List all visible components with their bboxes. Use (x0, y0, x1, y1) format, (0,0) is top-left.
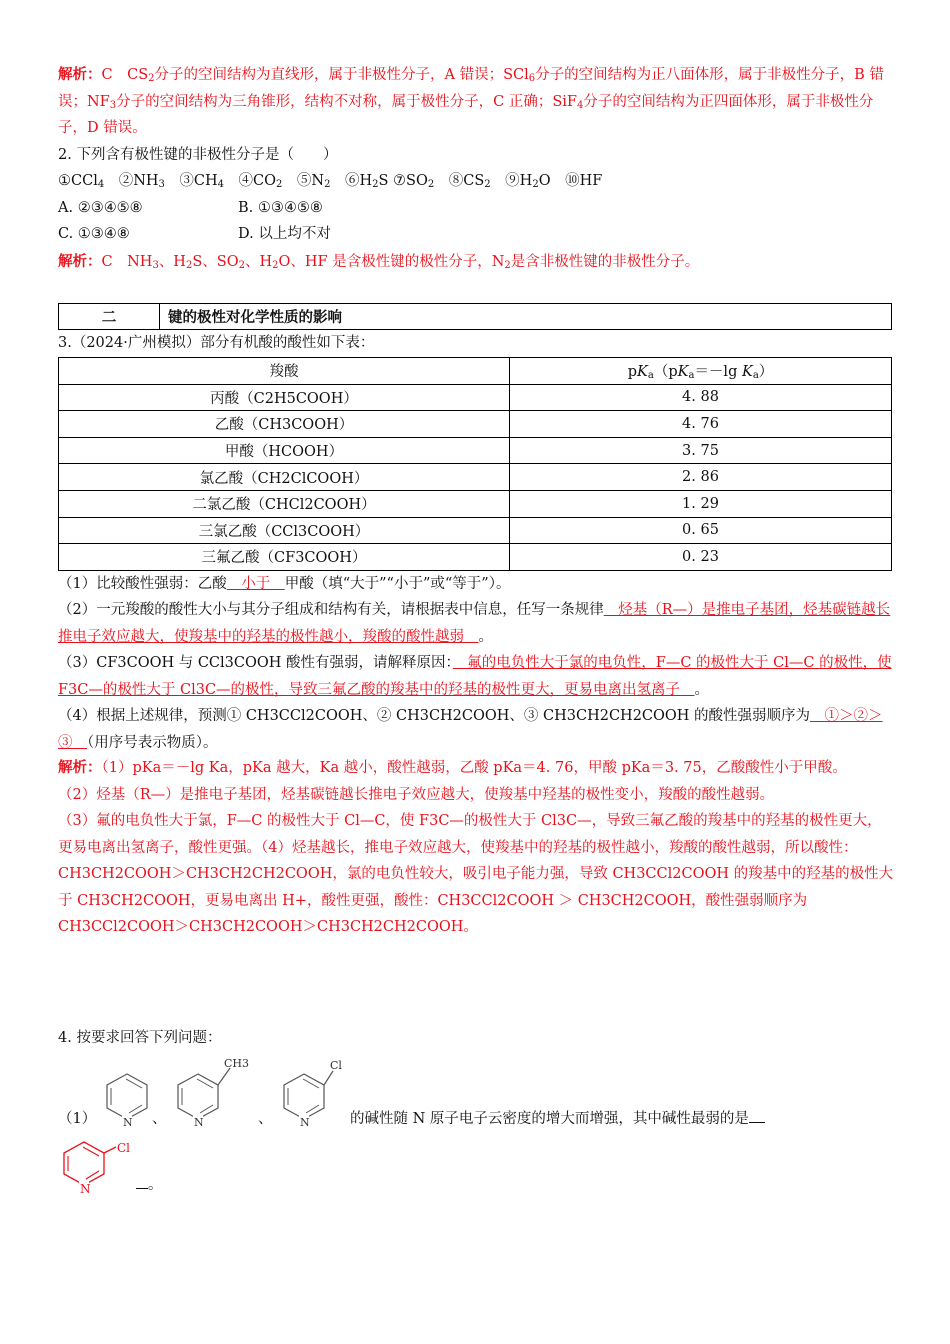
section-number: 二 (59, 304, 160, 330)
question-2-stem: 2. 下列含有极性键的非极性分子是（ ） (58, 147, 338, 163)
question-3-part-3: （3）CF3COOH 与 CCl3COOH 酸性有强弱，请解释原因： 氟的电负性大于氯的电负性，F—C 的极性大于 Cl—C 的极性，使 F3C—的极性大于 Cl3C—的极性，导致三氟乙酸的羧基中的羟基的极性更大，更易电离出氢离子 。 (58, 655, 892, 698)
question-4-stem: 4. 按要求回答下列问题： (58, 1030, 222, 1046)
table-row: 乙酸（CH3COOH） 4. 76 (59, 411, 892, 438)
chlorine-label: Cl (117, 1141, 131, 1155)
section-header (58, 303, 892, 330)
option-a: A. ②③④⑤⑧ (58, 200, 143, 216)
question-4-part-1-text: 的碱性随 N 原子电子云密度的增大而增强，其中碱性最弱的是 (350, 1106, 830, 1133)
table-row: 三氟乙酸（CF3COOH） 0. 23 (59, 544, 892, 571)
table-row: 二氯乙酸（CHCl2COOH） 1. 29 (59, 490, 892, 517)
option-b: B. ①③④⑤⑧ (238, 200, 323, 216)
question-3-stem: 3.（2024·广州模拟）部分有机酸的酸性如下表： (58, 335, 375, 351)
chloropyridine-structure (278, 1056, 352, 1132)
answer-chloropyridine-structure (58, 1132, 142, 1196)
column-header-pka: $pK_a(pK_a=-\lg$ $K_a$） (510, 358, 892, 385)
question-4-part-1-label: （1） (58, 1111, 97, 1127)
table-row: 甲酸（HCOOH） 3. 75 (59, 437, 892, 464)
column-header-acid: 羧酸 (59, 358, 510, 385)
question-4-part-1-end: 。 (136, 1172, 176, 1199)
table-row: 丙酸（C2H5COOH） 4. 88 (59, 384, 892, 411)
analysis-q2: 解析：C $NH_3$、$H_2S$、$SO_2$、$H_2O$、HF 是含极性键的极性分子，$N_2$是含非极性键的非极性分子。 (58, 253, 700, 271)
option-d: D. 以上均不对 (238, 226, 331, 242)
option-c: C. ①③④⑧ (58, 226, 130, 242)
question-2-molecule-list: ①CCl$_4$ $②NH_3$ $③CH_4$ $④CO_2$ $⑤N_2$ $⑥H_2S$ $⑦SO_2$ $⑧CS_2$ $⑨H_2O$ ⑩HF (58, 173, 603, 190)
answer-1: 小于 (226, 576, 285, 592)
question-3-part-2: （2）一元羧酸的酸性大小与其分子组成和结构有关，请根据表中信息，任写一条规律 烃基（R—）是推电子基团，烃基碳链越长推电子效应越大，使羧基中的羟基的极性越小，羧酸的酸性越弱 。 (58, 602, 891, 645)
methylpyridine-structure (172, 1056, 256, 1132)
nitrogen-label: N (123, 1116, 133, 1129)
analysis-q1: 解析：C $CS_2$分子的空间结构为直线形，属于非极性分子，A 错误；SCl$_6$分子的空间结构为正八面体形，属于非极性分子，B 错误；$NF_3$分子的空间结构为三角锥形，结构不对称，属于极性分子，C 正确；SiF$_4$分子的空间结构为正四面体形，属于非极性分子，D 错误。 (58, 66, 884, 136)
answer-3: 氟的电负性大于氯的电负性，F—C 的极性大于 Cl—C 的极性，使 F3C—的极性大于 Cl3C—的极性，导致三氟乙酸的羧基中的羟基的极性更大，更易电离出氢离子 (58, 655, 892, 698)
separator: 、 (152, 1111, 167, 1127)
pyridine-structure (100, 1070, 154, 1132)
question-3-part-4: （4）根据上述规律，预测① CH3CCl2COOH、② CH3CH2COOH、③ CH3CH2CH2COOH 的酸性强弱顺序为 ①＞②＞③ （用序号表示物质）。 (58, 708, 883, 751)
table-header-row (59, 358, 892, 385)
acid-table (58, 357, 892, 571)
question-2-options-ab (58, 195, 896, 222)
section-title: 键的极性对化学性质的影响 (160, 304, 892, 330)
chlorine-label: Cl (330, 1059, 342, 1072)
analysis-label: 解析： (58, 66, 102, 83)
table-row: 氯乙酸（CH2ClCOOH） 2. 86 (59, 464, 892, 491)
answer-4: ①＞②＞③ (58, 708, 883, 751)
nitrogen-label: N (194, 1116, 204, 1129)
table-row: 三氯乙酸（CCl3COOH） 0. 65 (59, 517, 892, 544)
answer-2: 烃基（R—）是推电子基团，烃基碳链越长推电子效应越大，使羧基中的羟基的极性越小，羧酸的酸性越弱 (58, 602, 891, 645)
question-2-options-cd (58, 221, 896, 248)
nitrogen-label: N (300, 1116, 310, 1129)
methyl-label: CH3 (224, 1057, 250, 1070)
nitrogen-label: N (80, 1182, 91, 1196)
question-3-part-1: （1）比较酸性强弱：乙酸 小于 甲酸（填“大于”“小于”或“等于”）。 (58, 576, 511, 592)
separator: 、 (258, 1111, 273, 1127)
analysis-q3: 解析：（1）pKa＝－lg Ka，pKa 越大，Ka 越小，酸性越弱，乙酸 pKa＝4. 76，甲酸 pKa＝3. 75，乙酸酸性小于甲酸。 （2）烃基（R—）是推电子基团，烃基碳链越长推电子效应越大，使羧基中羟基的极性变小，羧酸的酸性越弱。 （3）氟的电负性大于氯，F—C 的极性大于 Cl—C，使 F3C—的极性大于 Cl3C—，导致三氟乙酸的羧基中的羟基的极性更大，更易电离出氢离子，酸性更强。（4）烃基越长，推电子效应越大，使羧基中的羟基的极性越小，羧酸的酸性越弱，所以酸性：CH3CH2COOH＞CH3CH2CH2COOH，氯的电负性较大，吸引电子能力强，导致 CH3CCl2COOH 的羧基中的羟基的极性大于 CH3CH2COOH，更易电离出 H+，酸性更强，酸性：CH3CCl2COOH ＞ CH3CH2COOH，酸性强弱顺序为 CH3CCl2COOH＞CH3CH2COOH＞CH3CH2CH2COOH。 (58, 759, 894, 935)
